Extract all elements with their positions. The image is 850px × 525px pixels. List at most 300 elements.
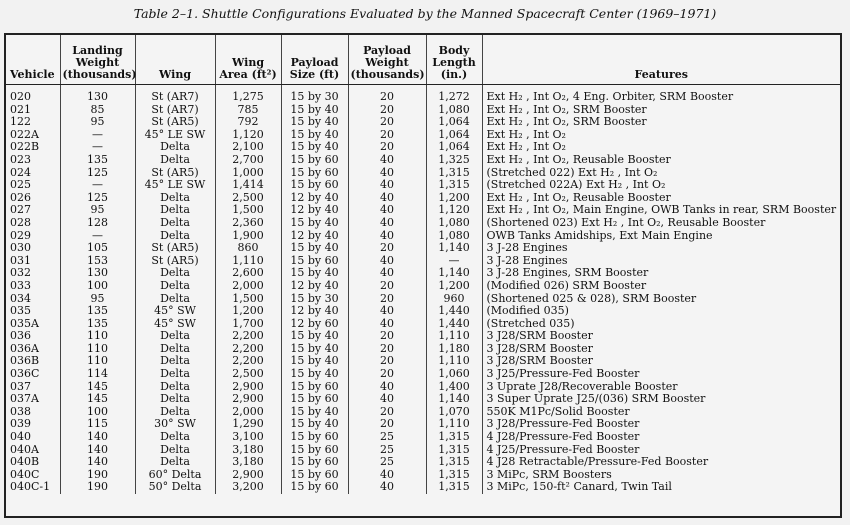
cell-landing-weight: 125 [60, 167, 135, 180]
cell-vehicle: 028 [10, 216, 31, 229]
cell-payload-size: 12 by 40 [281, 230, 348, 243]
cell-payload-size: 15 by 40 [281, 129, 348, 142]
cell-landing-weight: 100 [60, 280, 135, 293]
cell-wing: 45° SW [135, 305, 215, 318]
cell-payload-size: 15 by 40 [281, 355, 348, 368]
table-row [6, 104, 840, 117]
cell-payload-weight: 40 [348, 267, 426, 280]
cell-payload-size: 15 by 40 [281, 242, 348, 255]
cell-body-length: 1,180 [426, 343, 482, 356]
cell-payload-weight: 40 [348, 255, 426, 268]
cell-vehicle: 036A [10, 342, 39, 355]
cell-features: Ext H₂ , Int O₂, Reusable Booster [482, 154, 840, 167]
cell-body-length: 1,140 [426, 242, 482, 255]
cell-wing: Delta [135, 355, 215, 368]
cell-wing: Delta [135, 444, 215, 457]
cell-wing-area: 3,180 [215, 444, 281, 457]
cell-body-length: 1,080 [426, 217, 482, 230]
cell-body-length: 1,060 [426, 368, 482, 381]
cell-wing: Delta [135, 431, 215, 444]
cell-payload-weight: 20 [348, 141, 426, 154]
cell-features: (Shortened 025 & 028), SRM Booster [482, 293, 840, 306]
cell-payload-weight: 40 [348, 469, 426, 482]
cell-landing-weight: 95 [60, 204, 135, 217]
cell-features: 3 J-28 Engines [482, 242, 840, 255]
cell-body-length: 1,272 [426, 85, 482, 104]
cell-wing-area: 2,900 [215, 469, 281, 482]
cell-wing: St (AR7) [135, 104, 215, 117]
cell-body-length: 1,080 [426, 104, 482, 117]
cell-wing-area: 2,000 [215, 406, 281, 419]
cell-wing: 45° LE SW [135, 179, 215, 192]
cell-features: Ext H₂ , Int O₂, SRM Booster [482, 104, 840, 117]
cell-landing-weight: 110 [60, 330, 135, 343]
cell-vehicle: 035 [10, 305, 31, 318]
cell-features: (Modified 026) SRM Booster [482, 280, 840, 293]
cell-body-length: 1,325 [426, 154, 482, 167]
cell-wing: 45° LE SW [135, 129, 215, 142]
table-row [6, 141, 840, 154]
cell-body-length: 1,110 [426, 418, 482, 431]
cell-landing-weight: — [60, 129, 135, 142]
cell-wing-area: 2,600 [215, 267, 281, 280]
cell-wing-area: 1,700 [215, 318, 281, 331]
table-row [6, 318, 840, 331]
cell-body-length: 1,315 [426, 167, 482, 180]
cell-landing-weight: 85 [60, 104, 135, 117]
cell-wing-area: 1,120 [215, 129, 281, 142]
cell-landing-weight: — [60, 179, 135, 192]
table-row [6, 355, 840, 368]
header-payload-weight: Payload Weight (thousands) [348, 35, 426, 85]
cell-payload-weight: 20 [348, 242, 426, 255]
table-row [6, 368, 840, 381]
cell-payload-size: 15 by 60 [281, 469, 348, 482]
cell-wing-area: 1,000 [215, 167, 281, 180]
cell-vehicle: 040C-1 [10, 481, 51, 494]
cell-landing-weight: 130 [60, 85, 135, 104]
cell-features: 3 J28/Pressure-Fed Booster [482, 418, 840, 431]
cell-features: 4 J25/Pressure-Fed Booster [482, 444, 840, 457]
cell-features: 3 Uprate J28/Recoverable Booster [482, 381, 840, 394]
table-row [6, 431, 840, 444]
cell-vehicle: 038 [10, 405, 31, 418]
cell-landing-weight: 153 [60, 255, 135, 268]
cell-body-length: 1,315 [426, 431, 482, 444]
cell-wing-area: 1,200 [215, 305, 281, 318]
cell-wing: Delta [135, 154, 215, 167]
cell-wing-area: 1,290 [215, 418, 281, 431]
cell-wing: St (AR5) [135, 255, 215, 268]
table-caption: Table 2–1. Shuttle Configurations Evaluated by the Manned Spacecraft Center (1969–1971) [133, 6, 717, 21]
cell-payload-size: 15 by 40 [281, 104, 348, 117]
cell-payload-weight: 20 [348, 293, 426, 306]
table-row [6, 179, 840, 192]
cell-vehicle: 039 [10, 418, 31, 431]
cell-body-length: 960 [426, 293, 482, 306]
cell-wing-area: 2,500 [215, 192, 281, 205]
cell-vehicle: 032 [10, 267, 31, 280]
cell-payload-size: 15 by 60 [281, 381, 348, 394]
cell-body-length: 1,315 [426, 481, 482, 494]
table-row [6, 267, 840, 280]
cell-wing: Delta [135, 343, 215, 356]
cell-features: 550K M1Pc/Solid Booster [482, 406, 840, 419]
cell-features: (Stretched 022A) Ext H₂ , Int O₂ [482, 179, 840, 192]
cell-payload-weight: 40 [348, 481, 426, 494]
cell-wing-area: 785 [215, 104, 281, 117]
cell-vehicle: 026 [10, 191, 31, 204]
cell-wing-area: 2,200 [215, 330, 281, 343]
cell-wing-area: 3,180 [215, 456, 281, 469]
cell-features: Ext H₂ , Int O₂, Main Engine, OWB Tanks in rear, SRM Booster [482, 204, 840, 217]
cell-payload-size: 15 by 40 [281, 368, 348, 381]
cell-landing-weight: 125 [60, 192, 135, 205]
table-row [6, 330, 840, 343]
cell-wing: Delta [135, 368, 215, 381]
cell-vehicle: 040 [10, 431, 31, 444]
cell-payload-size: 15 by 60 [281, 255, 348, 268]
cell-wing-area: 2,900 [215, 393, 281, 406]
cell-features: Ext H₂ , Int O₂ [482, 141, 840, 154]
cell-landing-weight: 105 [60, 242, 135, 255]
cell-wing-area: 3,200 [215, 481, 281, 494]
cell-wing-area: 3,100 [215, 431, 281, 444]
cell-landing-weight: 190 [60, 481, 135, 494]
header-payload-size: Payload Size (ft) [281, 35, 348, 85]
cell-payload-size: 15 by 40 [281, 330, 348, 343]
table-row [6, 192, 840, 205]
cell-payload-weight: 25 [348, 431, 426, 444]
cell-wing-area: 1,110 [215, 255, 281, 268]
table-row [6, 469, 840, 482]
table-row [6, 444, 840, 457]
cell-body-length: 1,110 [426, 330, 482, 343]
cell-wing-area: 1,414 [215, 179, 281, 192]
cell-landing-weight: 130 [60, 267, 135, 280]
cell-payload-weight: 20 [348, 116, 426, 129]
cell-features: 3 J-28 Engines [482, 255, 840, 268]
cell-vehicle: 122 [10, 116, 31, 129]
cell-wing-area: 2,900 [215, 381, 281, 394]
cell-payload-weight: 25 [348, 444, 426, 457]
cell-wing: St (AR7) [135, 85, 215, 104]
cell-payload-weight: 20 [348, 343, 426, 356]
header-wing: Wing [135, 35, 215, 85]
cell-wing: St (AR5) [135, 116, 215, 129]
cell-features: Ext H₂ , Int O₂, Reusable Booster [482, 192, 840, 205]
cell-vehicle: 022A [10, 128, 39, 141]
cell-landing-weight: 190 [60, 469, 135, 482]
cell-body-length: 1,200 [426, 280, 482, 293]
cell-wing-area: 792 [215, 116, 281, 129]
cell-payload-size: 15 by 40 [281, 141, 348, 154]
cell-payload-weight: 20 [348, 280, 426, 293]
header-body-length: Body Length (in.) [426, 35, 482, 85]
cell-payload-weight: 40 [348, 230, 426, 243]
cell-payload-size: 15 by 60 [281, 481, 348, 494]
cell-payload-weight: 20 [348, 418, 426, 431]
cell-features: Ext H₂ , Int O₂ [482, 129, 840, 142]
cell-vehicle: 025 [10, 179, 31, 192]
cell-payload-weight: 20 [348, 368, 426, 381]
cell-landing-weight: 95 [60, 116, 135, 129]
cell-wing-area: 2,700 [215, 154, 281, 167]
cell-payload-size: 15 by 60 [281, 393, 348, 406]
table-row [6, 393, 840, 406]
cell-features: 3 MiPc, SRM Boosters [482, 469, 840, 482]
cell-vehicle: 035A [10, 317, 39, 330]
cell-landing-weight: 100 [60, 406, 135, 419]
table-row [6, 116, 840, 129]
cell-landing-weight: 110 [60, 343, 135, 356]
cell-wing: Delta [135, 293, 215, 306]
cell-wing-area: 2,200 [215, 355, 281, 368]
cell-payload-weight: 40 [348, 381, 426, 394]
cell-payload-size: 15 by 60 [281, 154, 348, 167]
cell-features: 3 J28/SRM Booster [482, 330, 840, 343]
cell-body-length: 1,064 [426, 116, 482, 129]
table-row [6, 406, 840, 419]
cell-payload-weight: 40 [348, 217, 426, 230]
cell-vehicle: 037A [10, 393, 39, 406]
cell-payload-size: 15 by 40 [281, 343, 348, 356]
cell-body-length: 1,080 [426, 230, 482, 243]
cell-vehicle: 021 [10, 103, 31, 116]
cell-body-length: 1,070 [426, 406, 482, 419]
cell-payload-size: 15 by 30 [281, 85, 348, 104]
cell-payload-size: 12 by 40 [281, 192, 348, 205]
cell-body-length: 1,440 [426, 305, 482, 318]
shuttle-configurations-table [6, 35, 840, 494]
header-wing-area: Wing Area (ft²) [215, 35, 281, 85]
cell-wing-area: 2,200 [215, 343, 281, 356]
cell-wing: Delta [135, 217, 215, 230]
header-row [6, 35, 840, 85]
cell-wing-area: 2,000 [215, 280, 281, 293]
cell-wing-area: 1,900 [215, 230, 281, 243]
cell-body-length: 1,315 [426, 469, 482, 482]
cell-landing-weight: 110 [60, 355, 135, 368]
cell-wing: St (AR5) [135, 167, 215, 180]
cell-payload-size: 15 by 60 [281, 444, 348, 457]
cell-body-length: 1,400 [426, 381, 482, 394]
cell-features: Ext H₂ , Int O₂, SRM Booster [482, 116, 840, 129]
cell-features: 4 J28 Retractable/Pressure-Fed Booster [482, 456, 840, 469]
cell-payload-size: 15 by 40 [281, 418, 348, 431]
cell-landing-weight: 140 [60, 431, 135, 444]
cell-landing-weight: 95 [60, 293, 135, 306]
cell-body-length: 1,064 [426, 141, 482, 154]
table-row [6, 204, 840, 217]
cell-payload-weight: 25 [348, 456, 426, 469]
cell-body-length: 1,200 [426, 192, 482, 205]
cell-vehicle: 040A [10, 443, 39, 456]
cell-wing: 30° SW [135, 418, 215, 431]
cell-wing-area: 2,100 [215, 141, 281, 154]
cell-payload-weight: 40 [348, 154, 426, 167]
cell-features: 3 J28/SRM Booster [482, 343, 840, 356]
cell-features: (Stretched 035) [482, 318, 840, 331]
cell-payload-size: 12 by 40 [281, 204, 348, 217]
table-row [6, 280, 840, 293]
cell-body-length: 1,315 [426, 456, 482, 469]
table-row [6, 154, 840, 167]
table-row [6, 230, 840, 243]
cell-payload-weight: 40 [348, 167, 426, 180]
cell-payload-size: 15 by 40 [281, 217, 348, 230]
cell-vehicle: 030 [10, 242, 31, 255]
cell-payload-weight: 20 [348, 104, 426, 117]
cell-payload-size: 12 by 40 [281, 280, 348, 293]
cell-payload-weight: 40 [348, 192, 426, 205]
cell-vehicle: 036B [10, 355, 40, 368]
cell-features: Ext H₂ , Int O₂, 4 Eng. Orbiter, SRM Booster [482, 85, 840, 104]
table-row [6, 381, 840, 394]
cell-vehicle: 027 [10, 204, 31, 217]
cell-payload-weight: 20 [348, 406, 426, 419]
cell-features: 4 J28/Pressure-Fed Booster [482, 431, 840, 444]
cell-landing-weight: 135 [60, 154, 135, 167]
header-features: Features [482, 35, 840, 85]
cell-wing: 45° SW [135, 318, 215, 331]
table-row [6, 167, 840, 180]
cell-body-length: 1,120 [426, 204, 482, 217]
table-row [6, 255, 840, 268]
cell-landing-weight: 145 [60, 393, 135, 406]
cell-vehicle: 036 [10, 330, 31, 343]
header-vehicle: Vehicle [6, 35, 60, 85]
cell-features: 3 MiPc, 150-ft² Canard, Twin Tail [482, 481, 840, 494]
cell-payload-weight: 20 [348, 355, 426, 368]
cell-wing: 50° Delta [135, 481, 215, 494]
cell-payload-weight: 40 [348, 179, 426, 192]
cell-landing-weight: 135 [60, 318, 135, 331]
table-row [6, 481, 840, 494]
cell-payload-size: 15 by 60 [281, 456, 348, 469]
cell-features: (Stretched 022) Ext H₂ , Int O₂ [482, 167, 840, 180]
table-row [6, 129, 840, 142]
cell-vehicle: 036C [10, 368, 40, 381]
cell-wing: Delta [135, 230, 215, 243]
cell-landing-weight: 140 [60, 456, 135, 469]
cell-wing: Delta [135, 456, 215, 469]
cell-landing-weight: 145 [60, 381, 135, 394]
cell-body-length: 1,110 [426, 355, 482, 368]
cell-vehicle: 033 [10, 279, 31, 292]
cell-vehicle: 040C [10, 468, 40, 481]
cell-landing-weight: — [60, 230, 135, 243]
cell-wing-area: 2,360 [215, 217, 281, 230]
cell-vehicle: 020 [10, 90, 31, 103]
cell-payload-size: 15 by 40 [281, 267, 348, 280]
cell-payload-size: 15 by 40 [281, 406, 348, 419]
cell-body-length: 1,440 [426, 318, 482, 331]
cell-landing-weight: — [60, 141, 135, 154]
cell-wing: Delta [135, 381, 215, 394]
table-row [6, 217, 840, 230]
cell-payload-weight: 40 [348, 305, 426, 318]
cell-wing-area: 1,500 [215, 293, 281, 306]
cell-landing-weight: 140 [60, 444, 135, 457]
cell-payload-size: 12 by 40 [281, 305, 348, 318]
cell-wing: Delta [135, 204, 215, 217]
cell-body-length: 1,064 [426, 129, 482, 142]
cell-payload-weight: 20 [348, 330, 426, 343]
cell-wing: Delta [135, 267, 215, 280]
cell-landing-weight: 135 [60, 305, 135, 318]
cell-payload-weight: 40 [348, 204, 426, 217]
cell-body-length: 1,315 [426, 444, 482, 457]
cell-payload-size: 12 by 60 [281, 318, 348, 331]
table-row [6, 456, 840, 469]
cell-wing: Delta [135, 192, 215, 205]
table-row [6, 242, 840, 255]
cell-wing: Delta [135, 280, 215, 293]
cell-wing-area: 860 [215, 242, 281, 255]
cell-payload-size: 15 by 60 [281, 179, 348, 192]
table-row [6, 305, 840, 318]
cell-payload-weight: 40 [348, 393, 426, 406]
cell-features: 3 J28/SRM Booster [482, 355, 840, 368]
cell-vehicle: 022B [10, 141, 40, 154]
cell-body-length: 1,315 [426, 179, 482, 192]
cell-payload-weight: 20 [348, 129, 426, 142]
cell-payload-weight: 20 [348, 85, 426, 104]
table-frame [4, 33, 842, 518]
cell-wing: Delta [135, 141, 215, 154]
cell-wing-area: 2,500 [215, 368, 281, 381]
cell-features: 3 J25/Pressure-Fed Booster [482, 368, 840, 381]
cell-vehicle: 034 [10, 292, 31, 305]
cell-wing-area: 1,275 [215, 85, 281, 104]
cell-vehicle: 023 [10, 153, 31, 166]
cell-wing-area: 1,500 [215, 204, 281, 217]
cell-features: 3 Super Uprate J25/(036) SRM Booster [482, 393, 840, 406]
cell-landing-weight: 115 [60, 418, 135, 431]
cell-vehicle: 031 [10, 254, 31, 267]
table-body [6, 85, 840, 495]
table-row [6, 418, 840, 431]
cell-vehicle: 024 [10, 166, 31, 179]
cell-vehicle: 040B [10, 456, 40, 469]
cell-wing: Delta [135, 393, 215, 406]
cell-wing: St (AR5) [135, 242, 215, 255]
header-landing-weight: Landing Weight (thousands) [60, 35, 135, 85]
cell-features: (Shortened 023) Ext H₂ , Int O₂, Reusable Booster [482, 217, 840, 230]
cell-payload-size: 15 by 60 [281, 431, 348, 444]
cell-landing-weight: 114 [60, 368, 135, 381]
cell-features: 3 J-28 Engines, SRM Booster [482, 267, 840, 280]
cell-body-length: 1,140 [426, 267, 482, 280]
cell-payload-size: 15 by 60 [281, 167, 348, 180]
cell-body-length: 1,140 [426, 393, 482, 406]
cell-wing: Delta [135, 330, 215, 343]
cell-payload-weight: 40 [348, 318, 426, 331]
cell-payload-size: 15 by 40 [281, 116, 348, 129]
cell-features: OWB Tanks Amidships, Ext Main Engine [482, 230, 840, 243]
cell-wing: Delta [135, 406, 215, 419]
cell-wing: 60° Delta [135, 469, 215, 482]
table-row [6, 293, 840, 306]
cell-body-length: — [426, 255, 482, 268]
cell-payload-size: 15 by 30 [281, 293, 348, 306]
table-row [6, 85, 840, 104]
cell-features: (Modified 035) [482, 305, 840, 318]
cell-landing-weight: 128 [60, 217, 135, 230]
cell-vehicle: 029 [10, 229, 31, 242]
cell-vehicle: 037 [10, 380, 31, 393]
